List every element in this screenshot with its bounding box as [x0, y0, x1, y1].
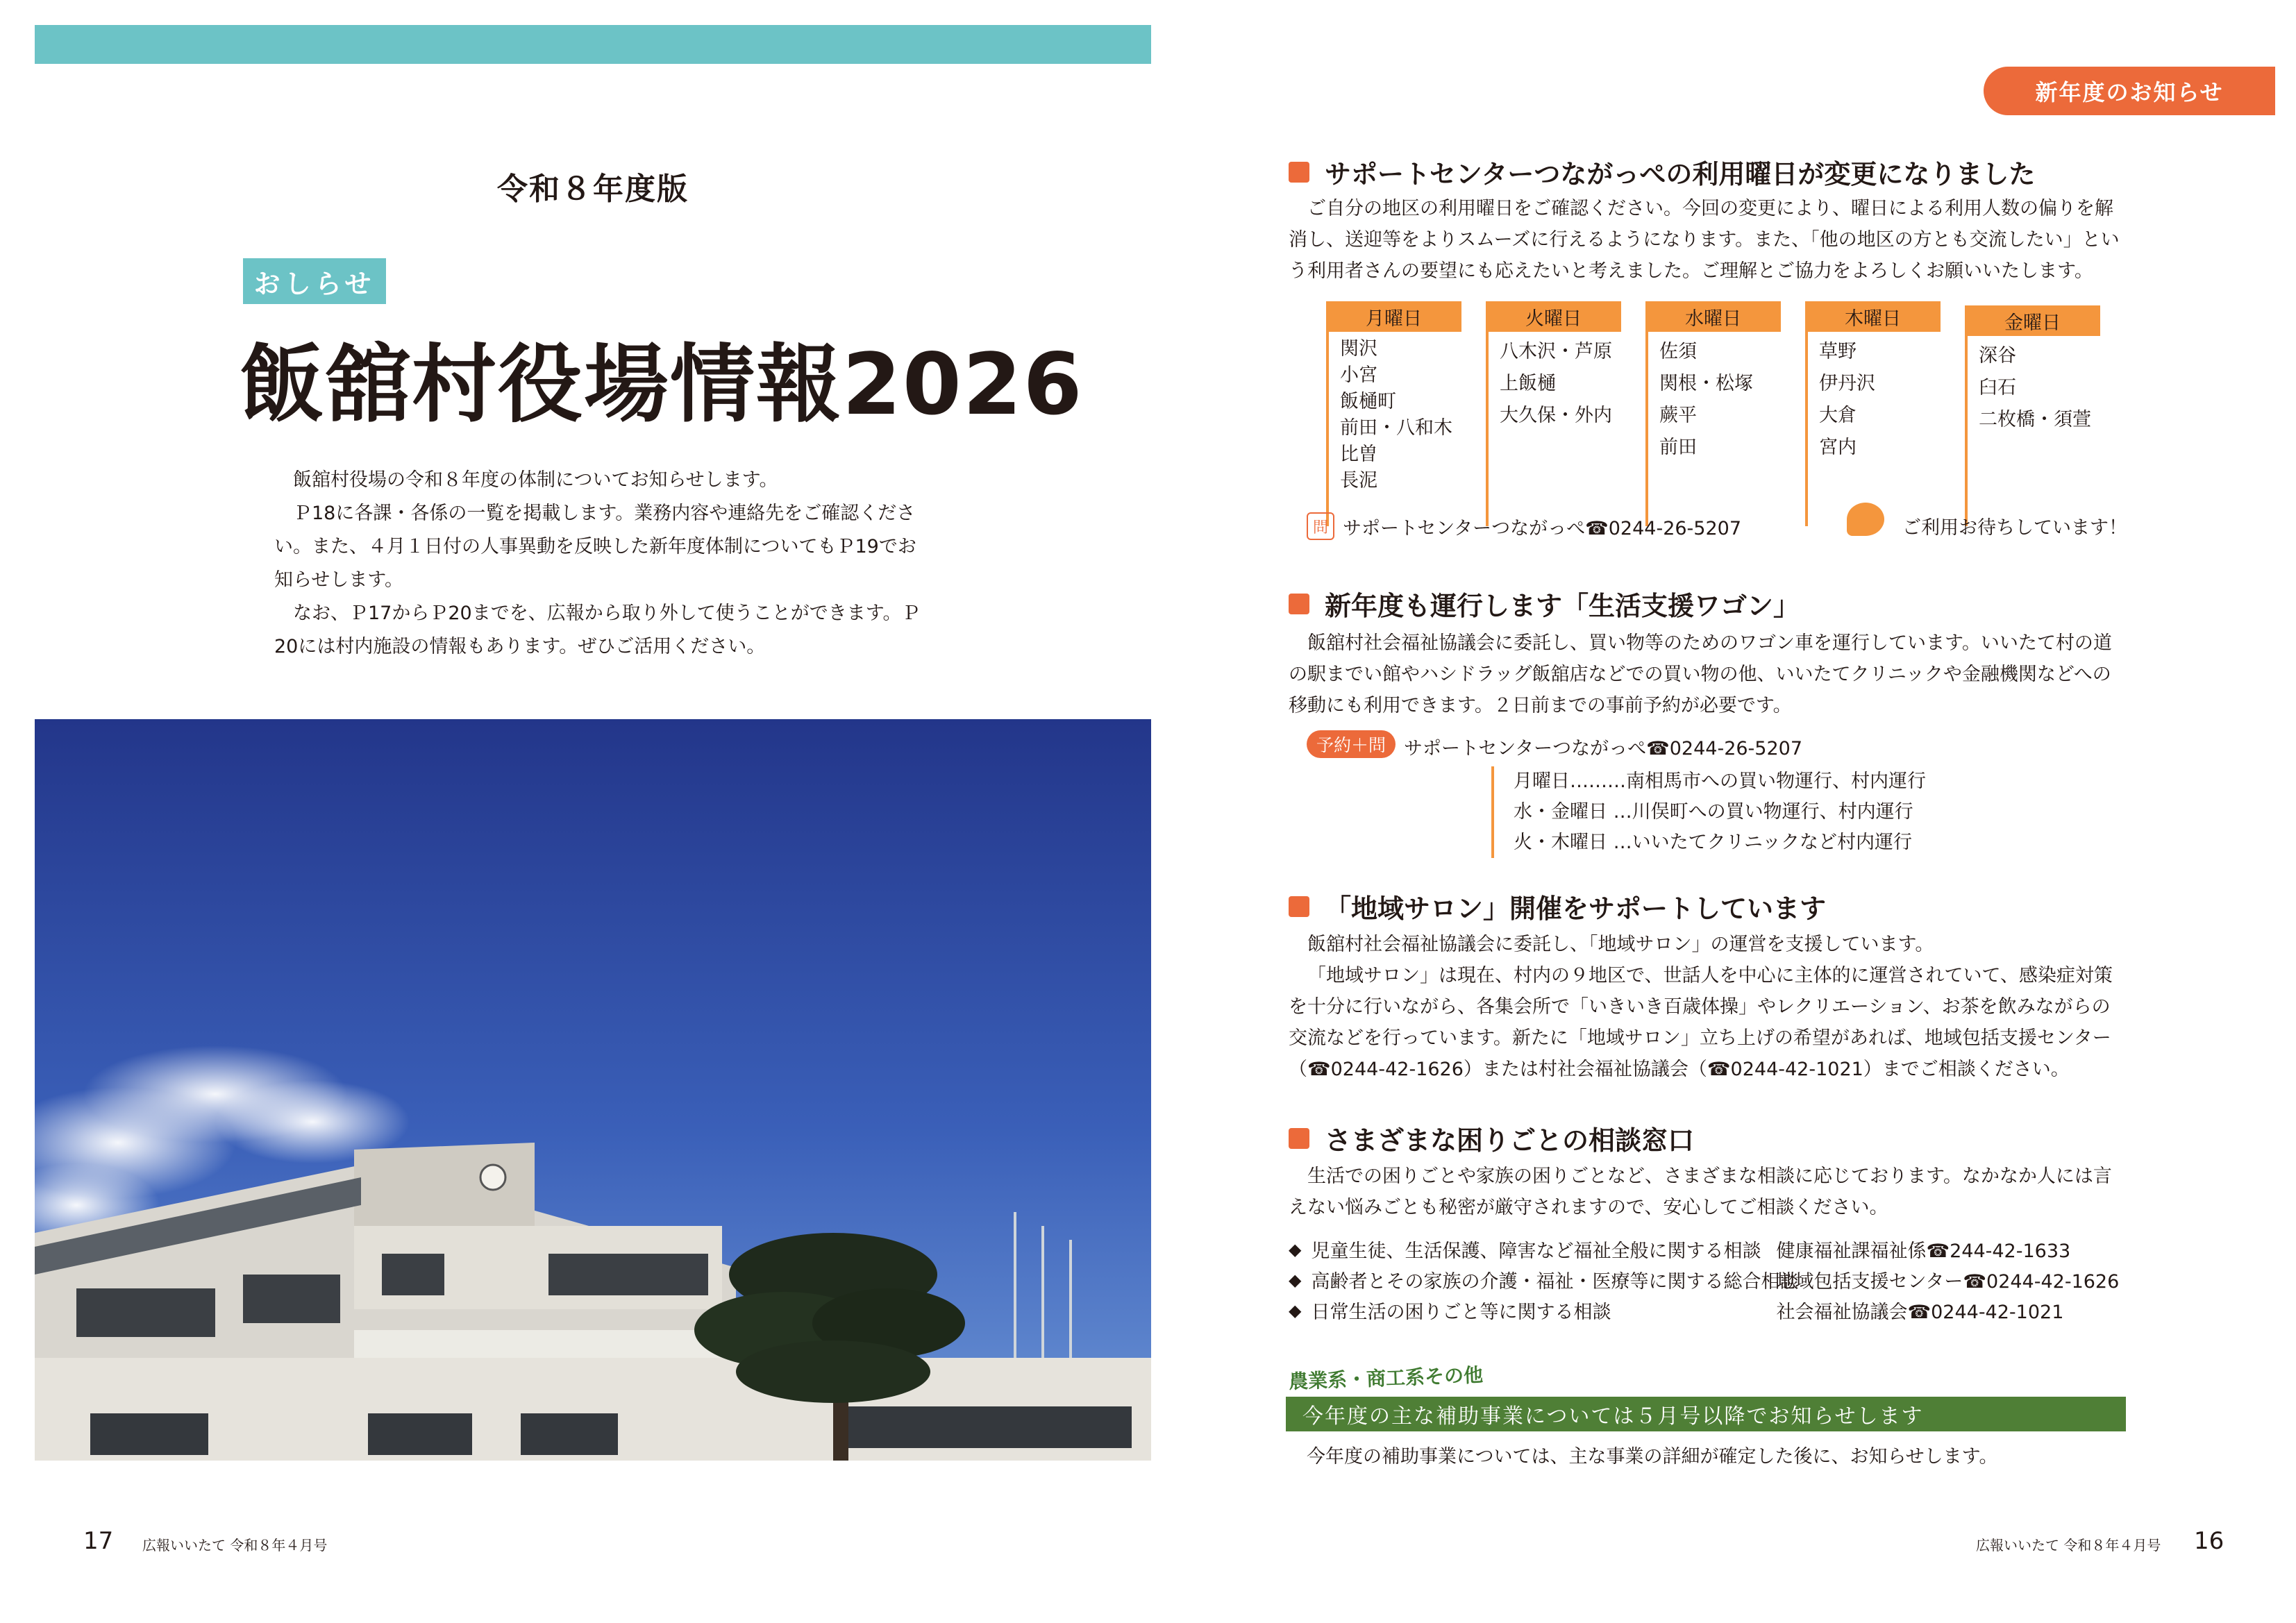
section2-body	[1289, 628, 2125, 721]
area-item: 関沢	[1340, 338, 1377, 360]
area-item: 宮内	[1819, 437, 1857, 458]
section2-paragraph: 飯舘村社会福祉協議会に委託し、買い物等のためのワゴン車を運行しています。いいたて村の道の駅までい館やハシドラッグ飯舘店などでの買い物の他、いいたてクリニックや金融機関などへの移動にも利用できます。２日前までの事前予約が必要です。	[1289, 632, 2112, 716]
consult-item	[1289, 1266, 2119, 1293]
day-divider	[1326, 332, 1329, 526]
area-item: 比曽	[1340, 444, 1377, 465]
day-area-list	[1326, 332, 1461, 494]
day-column	[1645, 301, 1781, 464]
section4-title: さまざまな困りごとの相談窓口	[1325, 1125, 1695, 1156]
section4-paragraph: 生活での困りごとや家族の困りごとなど、さまざまな相談に応じております。なかなか人には言えない悩みごとも秘密が厳守されますので、安心してご相談ください。	[1289, 1166, 2112, 1218]
area-item: 関根・松塚	[1659, 373, 1753, 394]
welcome-text: ご利用お待ちしています！	[1902, 517, 2127, 539]
day-divider	[1645, 332, 1648, 526]
area-item: 草野	[1819, 341, 1857, 362]
area-item: 前田・八和木	[1340, 417, 1452, 439]
section1-contact	[1307, 512, 1741, 540]
area-item: 飯樋町	[1340, 391, 1396, 412]
edition-label: 令和８年度版	[497, 171, 689, 207]
day-column	[1326, 301, 1461, 494]
area-item: 臼石	[1979, 377, 2016, 398]
day-header: 火曜日	[1486, 301, 1621, 332]
area-item: 大倉	[1819, 405, 1857, 426]
heading-square-icon	[1289, 896, 1309, 917]
consult-desc: 日常生活の困りごと等に関する相談	[1311, 1302, 1611, 1323]
section3-body	[1289, 929, 2125, 1085]
heading-square-icon	[1289, 162, 1309, 183]
contact-text: サポートセンターつながっぺ☎0244-26-5207	[1343, 517, 1742, 539]
schedule-line: 月曜日………南相馬市への買い物運行、村内運行	[1514, 771, 1926, 792]
section-heading	[1289, 585, 1800, 623]
area-item: 佐須	[1659, 341, 1697, 362]
consult-item	[1289, 1297, 2063, 1324]
section2-title: 新年度も運行します「生活支援ワゴン」	[1325, 591, 1800, 621]
wagon-schedule	[1491, 766, 1926, 858]
consult-item	[1289, 1236, 2070, 1263]
consult-contact: 健康福祉課福祉係☎244-42-1633	[1776, 1241, 2071, 1262]
notice-tag: おしらせ	[243, 258, 386, 304]
area-item: 大久保・外内	[1500, 405, 1612, 426]
day-divider	[1805, 332, 1808, 526]
section3-paragraph: 「地域サロン」は現在、村内の９地区で、世話人を中心に主体的に運営されていて、感染症対策を十分に行いながら、各集会所で「いきいき百歳体操」やレクリエーション、お茶を飲みながらの交流などを行っています。新たに「地域サロン」立ち上げの希望があれば、地域包括支援センター（☎0244-42-1626）または村社会福祉協議会（☎0244-42-1021）までご相談ください。	[1289, 965, 2113, 1080]
publication-label-right: 広報いいたて 令和８年４月号	[1976, 1537, 2161, 1554]
intro-paragraph: なお、Ｐ17からＰ20までを、広報から取り外して使うことができます。Ｐ20には村内施設の情報もあります。ぜひご活用ください。	[274, 603, 921, 657]
day-divider	[1486, 332, 1489, 526]
section-heading	[1289, 153, 2035, 191]
day-area-list	[1805, 332, 1941, 464]
area-item: 長泥	[1340, 470, 1377, 491]
day-column	[1965, 305, 2100, 436]
speech-bubble-icon	[1847, 503, 1884, 536]
village-office-photo	[35, 719, 1151, 1461]
area-item: 二枚橋・須萱	[1979, 409, 2091, 430]
agri-category-label: 農業系・商工系その他	[1288, 1363, 1484, 1393]
section3-paragraph: 飯舘村社会福祉協議会に委託し、「地域サロン」の運営を支援しています。	[1307, 934, 1934, 955]
area-item: 小宮	[1340, 364, 1377, 386]
heading-square-icon	[1289, 594, 1309, 614]
consult-contact: 地域包括支援センター☎0244-42-1626	[1776, 1271, 2120, 1293]
diamond-icon: ◆	[1289, 1300, 1302, 1320]
section4-body	[1289, 1161, 2125, 1223]
consult-desc: 児童生徒、生活保護、障害など福祉全般に関する相談	[1311, 1241, 1761, 1262]
area-item: 蕨平	[1659, 405, 1697, 426]
schedule-line: 水・金曜日 …川俣町への買い物運行、村内運行	[1514, 801, 1913, 823]
publication-label-left: 広報いいたて 令和８年４月号	[142, 1537, 328, 1554]
section3-title: 「地域サロン」開催をサポートしています	[1325, 893, 1827, 924]
day-header: 金曜日	[1965, 305, 2100, 336]
area-item: 伊丹沢	[1819, 373, 1875, 394]
day-header: 月曜日	[1326, 301, 1461, 332]
schedule-line: 火・木曜日 …いいたてクリニックなど村内運行	[1514, 832, 1912, 853]
reservation-badge: 予約＋問	[1307, 730, 1396, 758]
heading-square-icon	[1289, 1128, 1309, 1149]
section1-paragraph: ご自分の地区の利用曜日をご確認ください。今回の変更により、曜日による利用人数の偏りを解消し、送迎等をよりスムーズに行えるようになります。また、「他の地区の方とも交流したい」という利用者さんの要望にも応えたいと考えました。ご理解とご協力をよろしくお願いいたします。	[1289, 198, 2120, 282]
area-item: 上飯樋	[1500, 373, 1556, 394]
area-item: 前田	[1659, 437, 1697, 458]
section1-body	[1289, 193, 2125, 287]
day-column	[1805, 301, 1941, 464]
page-number-right: 16	[2194, 1527, 2224, 1555]
day-header: 木曜日	[1805, 301, 1941, 332]
diamond-icon: ◆	[1289, 1270, 1302, 1290]
area-item: 深谷	[1979, 345, 2016, 367]
section-heading	[1289, 1119, 1694, 1157]
section-tab: 新年度のお知らせ	[1984, 67, 2275, 115]
section2-contact: サポートセンターつながっぺ☎0244-26-5207	[1404, 738, 1803, 759]
section-heading	[1289, 887, 1826, 925]
intro-text	[274, 464, 927, 664]
agri-heading-bar: 今年度の主な補助事業については５月号以降でお知らせします	[1286, 1397, 2126, 1431]
section1-title: サポートセンターつながっぺの利用曜日が変更になりました	[1325, 159, 2036, 190]
page-number-left: 17	[83, 1527, 114, 1555]
day-area-list	[1645, 332, 1781, 464]
day-divider	[1965, 336, 1968, 526]
area-item: 八木沢・芦原	[1500, 341, 1612, 362]
intro-paragraph: Ｐ18に各課・各係の一覧を掲載します。業務内容や連絡先をご確認ください。また、４月１日付の人事異動を反映した新年度体制についてもＰ19でお知らせします。	[274, 503, 916, 591]
agri-text: 今年度の補助事業については、主な事業の詳細が確定した後に、お知らせします。	[1307, 1446, 1998, 1468]
header-accent-bar	[35, 25, 1151, 64]
consult-desc: 高齢者とその家族の介護・福祉・医療等に関する総合相談	[1311, 1271, 1799, 1293]
consult-contact: 社会福祉協議会☎0244-42-1021	[1776, 1302, 2064, 1323]
day-column	[1486, 301, 1621, 432]
inquiry-icon: 問	[1307, 512, 1334, 540]
day-area-list	[1486, 332, 1621, 432]
intro-paragraph: 飯舘村役場の令和８年度の体制についてお知らせします。	[293, 469, 778, 491]
diamond-icon: ◆	[1289, 1239, 1302, 1259]
day-header: 水曜日	[1645, 301, 1781, 332]
day-area-list	[1965, 336, 2100, 436]
page-title: 飯舘村役場情報2026	[240, 335, 1084, 434]
